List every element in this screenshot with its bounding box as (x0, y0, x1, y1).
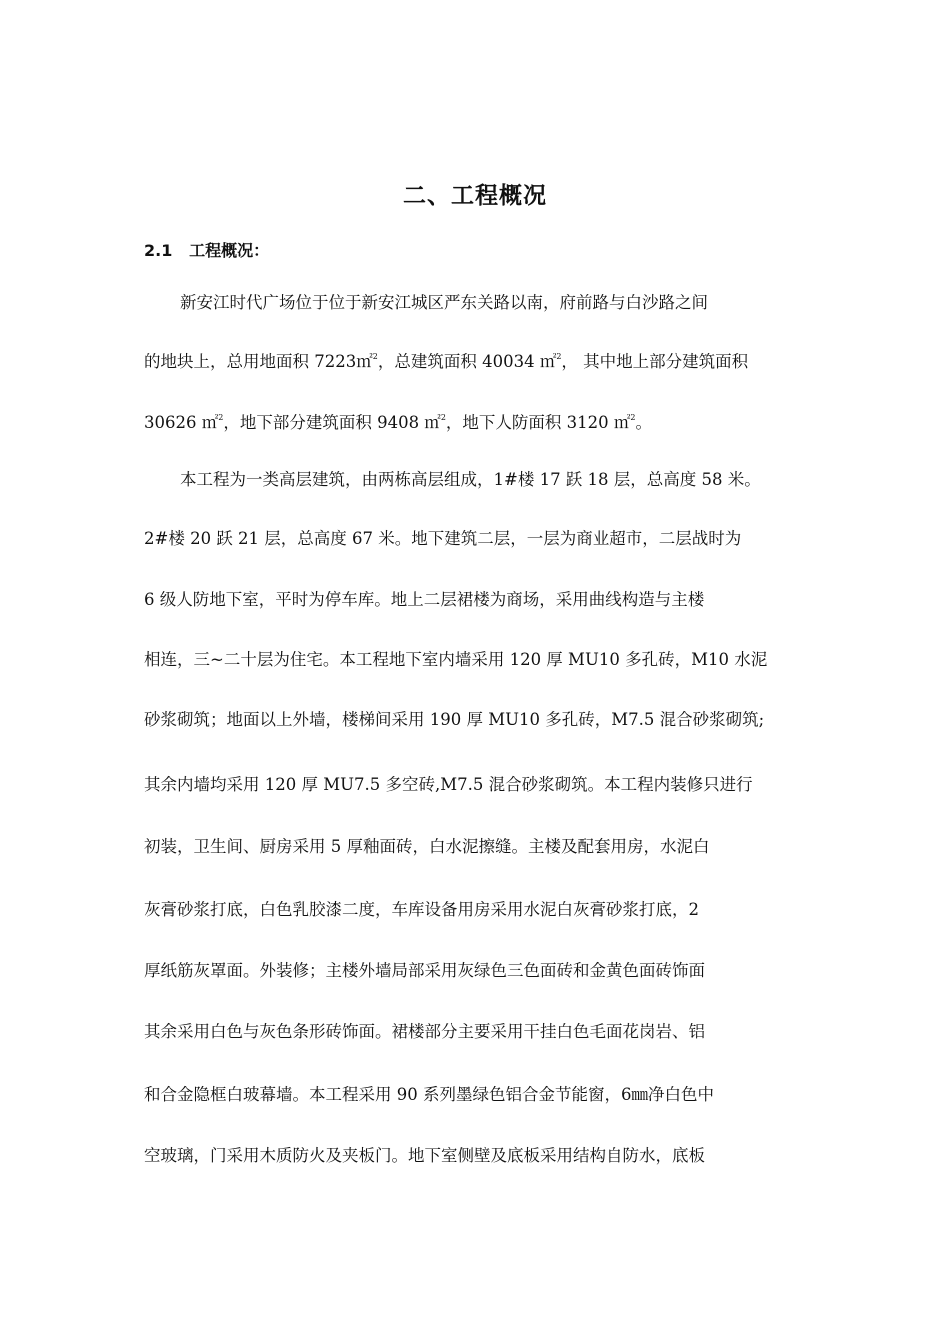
paragraph-line: 本工程为一类高层建筑，由两栋高层组成，1#楼 17 跃 18 层，总高度 58 米。 (180, 470, 761, 489)
paragraph-line: 初装，卫生间、厨房采用 5 厚釉面砖，白水泥擦缝。主楼及配套用房，水泥白 (144, 837, 710, 856)
text-run: ， 其中地上部分建筑面积 (561, 352, 749, 371)
text-run: ，地下部分建筑面积 9408 ㎡ (223, 413, 441, 432)
paragraph-line: 灰膏砂浆打底，白色乳胶漆二度，车库设备用房采用水泥白灰膏砂浆打底，2 (144, 900, 699, 919)
paragraph-line: 其余内墙均采用 120 厚 MU7.5 多空砖,M7.5 混合砂浆砌筑。本工程内装修只进行 (144, 775, 753, 794)
superscript: 2 (556, 352, 562, 361)
superscript: 2 (372, 352, 378, 361)
text-run: 。 (635, 413, 652, 432)
paragraph-line: 厚纸筋灰罩面。外装修；主楼外墙局部采用灰绿色三色面砖和金黄色面砖饰面 (144, 961, 705, 980)
superscript: 2 (218, 413, 224, 422)
text-run: ，地下人防面积 3120 ㎡ (445, 413, 631, 432)
paragraph-line: 新安江时代广场位于位于新安江城区严东关路以南，府前路与白沙路之间 (180, 293, 708, 312)
paragraph-line (144, 408, 824, 438)
paragraph-line: 相连，三~二十层为住宅。本工程地下室内墙采用 120 厚 MU10 多孔砖，M10 水泥 (144, 650, 768, 669)
text-run: 的地块上，总用地面积 7223㎡ (144, 352, 373, 371)
paragraph-line: 砂浆砌筑；地面以上外墙，楼梯间采用 190 厚 MU10 多孔砖，M7.5 混合砂浆砌筑; (144, 710, 765, 729)
paragraph-line: 其余采用白色与灰色条形砖饰面。裙楼部分主要采用干挂白色毛面花岗岩、铝 (144, 1022, 705, 1041)
page-title: 二、工程概况 (403, 183, 547, 209)
paragraph-line: 和合金隐框白玻幕墙。本工程采用 90 系列墨绿色铝合金节能窗，6㎜净白色中 (144, 1085, 714, 1104)
section-number: 2.1 (144, 241, 173, 260)
paragraph-line: 6 级人防地下室，平时为停车库。地上二层裙楼为商场，采用曲线构造与主楼 (144, 590, 705, 609)
text-run: 30626 ㎡ (144, 413, 219, 432)
paragraph-line (144, 347, 824, 377)
paragraph-line: 空玻璃，门采用木质防火及夹板门。地下室侧壁及底板采用结构自防水，底板 (144, 1146, 705, 1165)
superscript: 2 (440, 413, 446, 422)
superscript: 2 (630, 413, 636, 422)
section-heading (144, 236, 269, 266)
text-run: ，总建筑面积 40034 ㎡ (377, 352, 557, 371)
section-heading-text: 工程概况： (189, 241, 270, 260)
paragraph-line: 2#楼 20 跃 21 层，总高度 67 米。地下建筑二层，一层为商业超市，二层战时为 (144, 529, 742, 548)
